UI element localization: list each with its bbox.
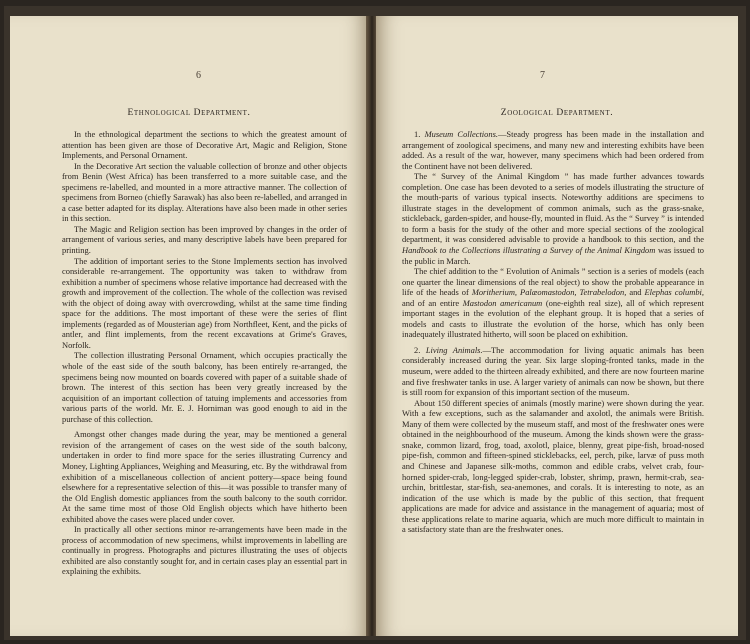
paragraph: In practically all other sections minor re-arrangements have been made in the process of accommodation of new specimens, whilst improvements in labelling are continually in progress. Photographs and pictures illustrating the uses of objects exhibited are also constantly sought for, and in certain cases play an essential part in explaining the exhibits. [62,524,347,577]
page-number: 6 [196,70,201,81]
right-page-body [402,129,704,535]
page-number: 7 [540,70,545,81]
paragraph: The chief addition to the “ Evolution of Animals ” section is a series of models (each one quarter the linear dimensions of the real object) to show the probable appearance in life of the heads of Moritherium, Palæomastodon, Tetrabelodon, and Elephas columbi, and of an entire Mastodon americanum (one-eighth real size), all of which represent important stages in the evolution of the elephant group. It is hoped that a series of models and casts to illustrate the evolution of the horse, which has only been inadequately illustrated hitherto, will soon be placed on exhibition. [402,266,704,340]
paragraph: 1. Museum Collections.—Steady progress has been made in the installation and arrangement of zoological specimens, and many new and interesting exhibits have been added. As a result of the war, however, many specimens which had been ordered from the Continent have not been delivered. [402,129,705,171]
section-heading: Ethnological Department. [127,108,251,118]
left-page-body [62,129,347,577]
paragraph: Amongst other changes made during the year, may be mentioned a general revision of the arrangement of cases on the west side of the south balcony, undertaken in order to find more space for the series illustrating Currency and Money, Lighting Appliances, Weighing and Measuring, etc. By the withdrawal from exhibition of a miscellaneous collection of ancient pottery—space being found elsewhere for a representative selection of this—it was possible to transfer many of the Old English domestic appliances from the south balcony to the south corridor. At the same time most of those Old English objects which have hitherto been exhibited above the cases were placed under cover. [62,429,347,524]
right-page [376,16,738,636]
paragraph: The “ Survey of the Animal Kingdom ” has made further advances towards completion. One case has been devoted to a series of models illustrating the structure of the mouth-parts of various typical insects. Noteworthy additions are specimens to illustrate stages in the development of common animals, such as the grass-snake, stickleback, garden-spider, and house-fly, mounted in fluid. As the “ Survey ” is intended to form a basis for the study of the other and more special sections of the zoological department, it was considered advisable to provide a handbook to this section, and the Handbook to the Collections illustrating a Survey of the Animal Kingdom was issued to the public in March. [402,171,705,266]
open-book [4,6,746,640]
paragraph: The addition of important series to the Stone Implements section has involved considerable re-arrangement. The opportunity was taken to withdraw from exhibition a number of specimens whose relative importance had decreased with the growth and improvement of the collection. The whole of the collection was revised with the object of doing away with overcrowding, whilst at the same time finding space for the additions. The most important of these were the series of flint implements (regarded as of Mousterian age) from Northfleet, Kent, and the picks of antler, and flint implements, from the recent excavations at Grime's Graves, Norfolk. [62,255,347,350]
left-page [10,16,368,636]
paragraph: 2. Living Animals.—The accommodation for living aquatic animals has been considerably increased during the year. Six large sloping-fronted tanks, made in the museum, were added to the thirteen already exhibited, and there are now fourteen marine and five freshwater tanks in use. A larger variety of animals can now be shown, but there is still room for expansion of this important section of the museum. [402,344,704,398]
section-heading: Zoological Department. [500,108,614,118]
paragraph: About 150 different species of animals (mostly marine) were shown during the year. With a few exceptions, such as the salamander and axolotl, the animals were British. Many of them were collected by the museum staff, and most of the freshwater ones were obtained in the neighbourhood of the museum. Among the kinds shown were the grass-snake, common lizard, frog, toad, axolotl, plaice, blenny, great pipe-fish, broad-nosed pipe-fish, common and fifteen-spined sticklebacks, eel, perch, pike, larvæ of puss moth and Chinese and Japanese silk-moths, common and edible crabs, velvet crab, four-horned spider-crab, long-legged spider-crab, lobster, shrimp, prawn, hermit-crab, sea-urchin, brittlestar, star-fish, sea-anemones, and corals. It is interesting to note, as an indication of the use which is made by the public of this section, that frequent applications are made for advice and assistance in the management of aquaria; most of these applications relate to marine aquaria, which are much more difficult to maintain in a satisfactory state than are the freshwater ones. [402,397,704,535]
paragraph: In the ethnological department the sections to which the greatest amount of attention has been given are those of Decorative Art, Magic and Religion, Stone Implements, and Personal Ornament. [62,129,347,161]
paragraph: The Magic and Religion section has been improved by changes in the order of arrangement of various series, and many descriptive labels have been prepared for printing. [62,223,347,256]
paragraph: The collection illustrating Personal Ornament, which occupies practically the whole of the east side of the south balcony, has been entirely re-arranged, the specimens being now mounted on boards covered with paper of a suitable shade of brown. The interest of this section has been very greatly increased by the acquisition of an important collection of tatuing implements and accessories from various parts of the world. Mr. E. J. Horniman was good enough to aid in the purchase of this collection. [62,350,347,424]
paragraph: In the Decorative Art section the valuable collection of bronze and other objects from Benin (West Africa) has been transferred to a more suitable case, and the specimens re-labelled, and mounted in a more attractive manner. The collection of specimens from Borneo (chiefly Sarawak) has also been re-labelled, and arranged in a case better adapted for its display. Alterations have also been made in other series in this section. [62,160,347,224]
